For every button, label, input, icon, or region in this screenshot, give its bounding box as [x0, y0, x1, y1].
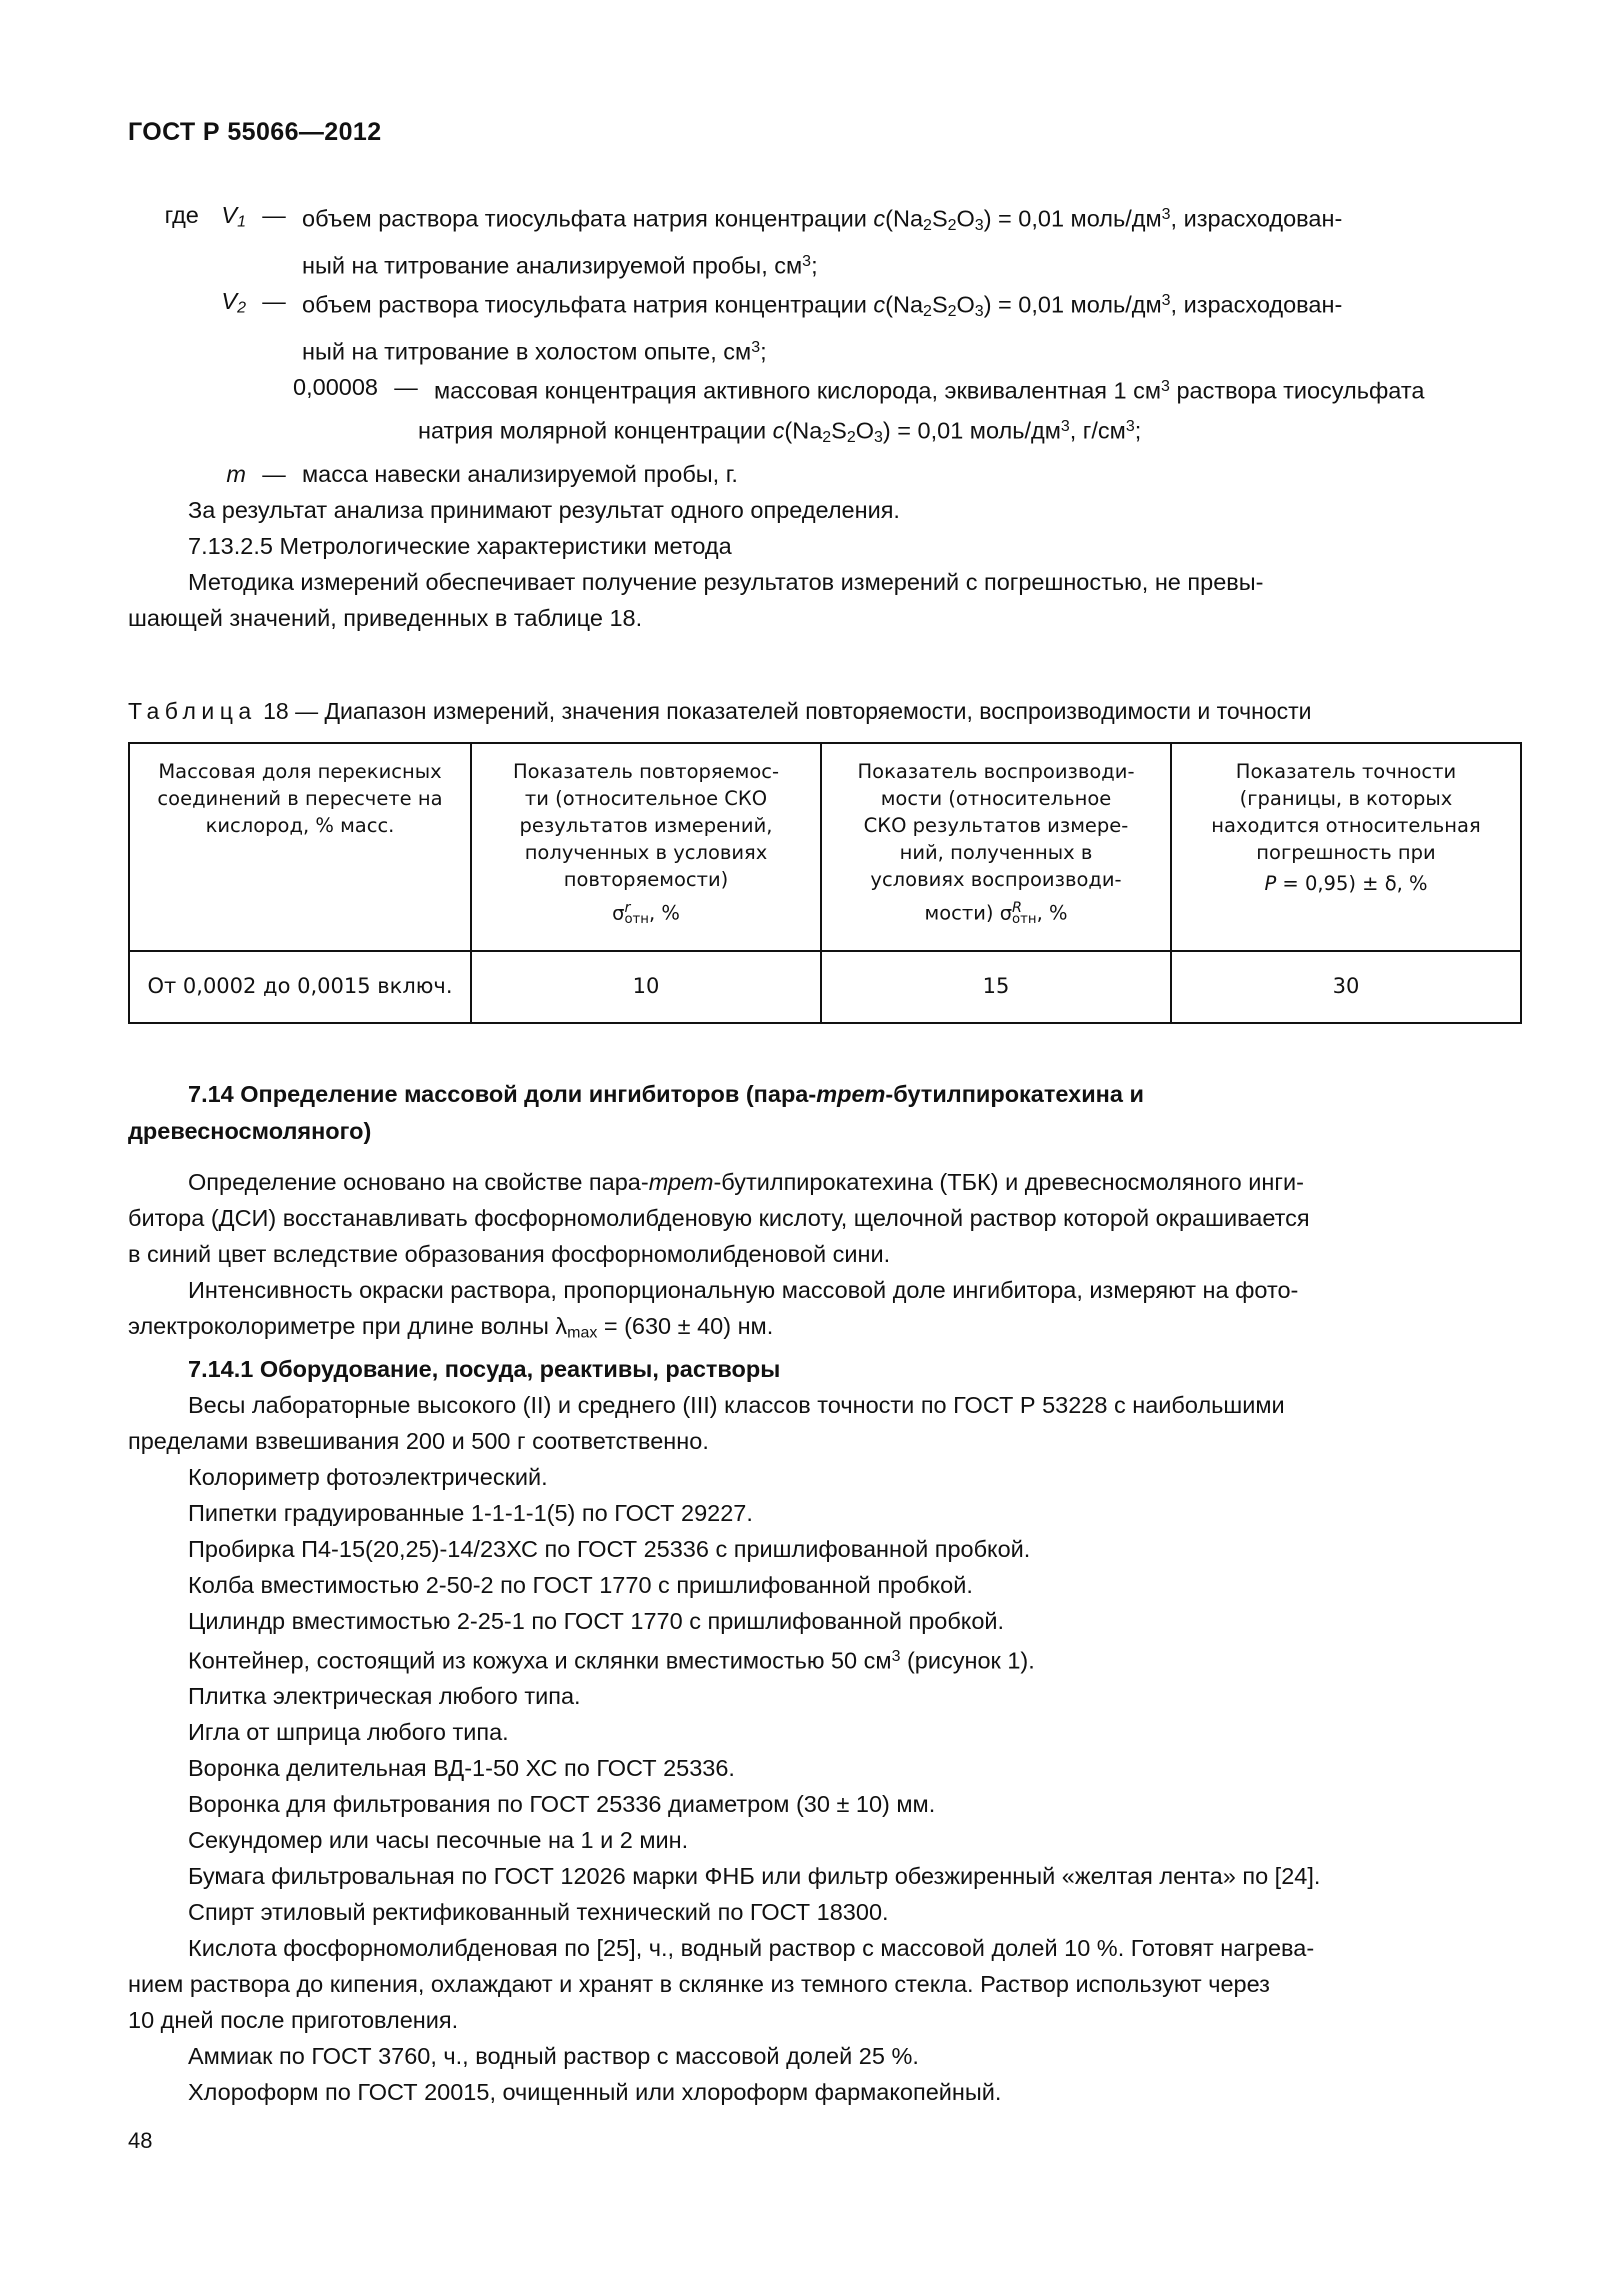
constant-value: 0,00008: [293, 374, 378, 401]
acid-paragraph-line1: Кислота фосфорномолибденовая по [25], ч., водный раствор с массовой долей 10 %. Готовят нагрева-: [188, 1935, 1315, 1962]
equipment-item: Колориметр фотоэлектрический.: [188, 1464, 548, 1491]
where-label: где $V_1$: [164, 202, 246, 231]
equipment-item: Пипетки градуированные 1-1-1-1(5) по ГОСТ 29227.: [188, 1500, 753, 1527]
definition-v2: [128, 283, 1492, 330]
symbol-v2: $V_2$: [221, 288, 246, 317]
chloroform-line: Хлороформ по ГОСТ 20015, очищенный или хлороформ фармакопейный.: [188, 2079, 1002, 2106]
paragraph-scales-line2: пределами взвешивания 200 и 500 г соответственно.: [128, 1428, 709, 1455]
equipment-item: Спирт этиловый ректификованный технический по ГОСТ 18300.: [188, 1899, 889, 1926]
ammonia-line: Аммиак по ГОСТ 3760, ч., водный раствор с массовой долей 25 %.: [188, 2043, 919, 2070]
table-header-row: [129, 743, 1521, 951]
page-number: 48: [128, 2128, 153, 2153]
equipment-item: Игла от шприца любого типа.: [188, 1719, 509, 1746]
equipment-item: Пробирка П4-15(20,25)-14/23ХС по ГОСТ 25336 с пришлифованной пробкой.: [188, 1536, 1031, 1563]
equipment-item: Воронка делительная ВД-1-50 ХС по ГОСТ 25336.: [188, 1755, 735, 1782]
table-row: [129, 951, 1521, 1023]
paragraph-7-14-intro-line3: в синий цвет вследствие образования фосфорномолибденовой сини.: [128, 1240, 891, 1267]
definition-v1: [128, 197, 1492, 244]
table-caption-text: Диапазон измерений, значения показателей повторяемости, воспроизводимости и точности: [324, 697, 1312, 724]
symbol-m-wrap: [128, 456, 246, 492]
symbol-v1: $V_1$: [221, 202, 246, 231]
paragraph-method: [128, 564, 1492, 600]
equipment-item: Контейнер, состоящий из кожуха и склянки вместимостью 50 $см^3$ (рисунок 1).: [188, 1647, 1035, 1674]
dash-v1: —: [262, 202, 286, 228]
paragraph-method-line1: Методика измерений обеспечивает получение результатов измерений с погрешностью, не превы-: [188, 568, 1264, 595]
paragraph-7-14-intro: Определение основано на свойстве пара-трет-бутилпирокатехина (ТБК) и древесносмоляного инги-: [188, 1168, 1304, 1195]
clause-7-13-2-5: 7.13.2.5 Метрологические характеристики метода: [188, 532, 732, 559]
paragraph-7-14-intro-line2: битора (ДСИ) восстанавливать фосфорномолибденовую кислоту, щелочной раствор которой окрашивается: [128, 1204, 1310, 1231]
definition-constant-text: массовая концентрация активного кислорода, эквивалентная 1 $см^3$ раствора тиосульфата: [434, 377, 1425, 404]
definition-v2-line2: ный на титрование в холостом опыте, $см^3$;: [302, 338, 767, 365]
metrology-table: [128, 742, 1522, 1024]
cell-accuracy: 30: [1171, 951, 1521, 1023]
definition-m: [128, 456, 1492, 492]
page-content: [128, 0, 1492, 2110]
table-header-cell-repeatability: Показатель повторяемос- ти (относительное СКО результатов измерений, полученных в условиях повторяемости) σ r отн , %: [471, 743, 821, 951]
table-caption-word: Таблица: [128, 697, 257, 724]
equipment-item: Бумага фильтровальная по ГОСТ 12026 марки ФНБ или фильтр обезжиренный «желтая лента» по [24].: [188, 1863, 1321, 1890]
table-caption-number: 18: [263, 697, 289, 724]
table-caption-dash: —: [295, 697, 319, 724]
equipment-item: Цилиндр вместимостью 2-25-1 по ГОСТ 1770 с пришлифованной пробкой.: [188, 1608, 1005, 1635]
cell-repeatability: 10: [471, 951, 821, 1023]
definition-constant: [128, 369, 1492, 408]
dash-v2: —: [262, 288, 286, 315]
cell-range: От 0,0002 до 0,0015 включ.: [129, 951, 471, 1023]
cell-reproducibility: 15: [821, 951, 1171, 1023]
sigma-r-symbol: σ r отн , %: [612, 899, 680, 927]
table-header-cell-range: Массовая доля перекисных соединений в пересчете на кислород, % масс.: [129, 743, 471, 951]
dash-constant: —: [394, 374, 418, 401]
equipment-item: Секундомер или часы песочные на 1 и 2 мин.: [188, 1827, 689, 1854]
paragraph-intensity-line1: Интенсивность окраски раствора, пропорциональную массовой доле ингибитора, измеряют на фото-: [188, 1276, 1299, 1303]
formula-definitions: [128, 197, 1492, 492]
equipment-item: Плитка электрическая любого типа.: [188, 1683, 581, 1710]
accuracy-formula: P = 0,95) ± δ, %: [1264, 871, 1428, 895]
table-caption: [128, 694, 1492, 728]
symbol-m: m: [226, 460, 246, 487]
section-heading-7-14-line2: древесносмоляного): [128, 1117, 372, 1144]
definition-v2-text: объем раствора тиосульфата натрия концентрации $c(Na_2S_2O_3) = 0,01$ моль/$дм^3$, израсходован-: [302, 291, 1343, 321]
equipment-item: Воронка для фильтрования по ГОСТ 25336 диаметром (30 ± 10) мм.: [188, 1791, 936, 1818]
section-heading-7-14: 7.14 Определение массовой доли ингибиторов (пара-трет-бутилпирокатехина и древесносмоляного): [128, 1076, 1492, 1150]
section-heading-7-14-1: 7.14.1 Оборудование, посуда, реактивы, растворы: [188, 1356, 781, 1383]
paragraph-intensity-line2: электроколориметре при длине волны $\lambda_{max} = (630 \pm 40)$ нм.: [128, 1312, 774, 1342]
document-header: ГОСТ Р 55066—2012: [128, 118, 382, 146]
definition-v1-line2: ный на титрование анализируемой пробы, $см^3$;: [302, 252, 818, 279]
table-header-cell-accuracy: Показатель точности (границы, в которых находится относительная погрешность при P = 0,95) ± δ, %: [1171, 743, 1521, 951]
equipment-item: Колба вместимостью 2-50-2 по ГОСТ 1770 с пришлифованной пробкой.: [188, 1572, 973, 1599]
paragraph-method-line2: шающей значений, приведенных в таблице 18.: [128, 604, 643, 631]
definition-constant-line2: натрия молярной концентрации $c(Na_2S_2O_3) = 0,01$ моль/$дм^3$, $г/см^3$;: [418, 417, 1142, 446]
dash-m: —: [262, 460, 286, 487]
paragraph-result: За результат анализа принимают результат одного определения.: [188, 496, 900, 523]
sigma-R-symbol: мости) σ R отн , %: [924, 899, 1068, 927]
acid-paragraph-line3: 10 дней после приготовления.: [128, 2007, 459, 2034]
symbol-v2-wrap: [128, 283, 246, 327]
table-header-cell-reproducibility: Показатель воспроизводи- мости (относительное СКО результатов измере- ний, полученных в условиях воспроизводи- мости) σ R отн , %: [821, 743, 1171, 951]
definition-m-text: масса навески анализируемой пробы, г.: [302, 460, 738, 487]
paragraph-scales-line1: Весы лабораторные высокого (II) и среднего (III) классов точности по ГОСТ Р 53228 с наибольшими: [188, 1392, 1285, 1419]
acid-paragraph-line2: нием раствора до кипения, охлаждают и хранят в склянке из темного стекла. Раствор используют через: [128, 1971, 1270, 1998]
definition-v1-text: объем раствора тиосульфата натрия концентрации $c(Na_2S_2O_3) = 0,01$ моль/$дм^3$, израсходован-: [302, 205, 1343, 234]
